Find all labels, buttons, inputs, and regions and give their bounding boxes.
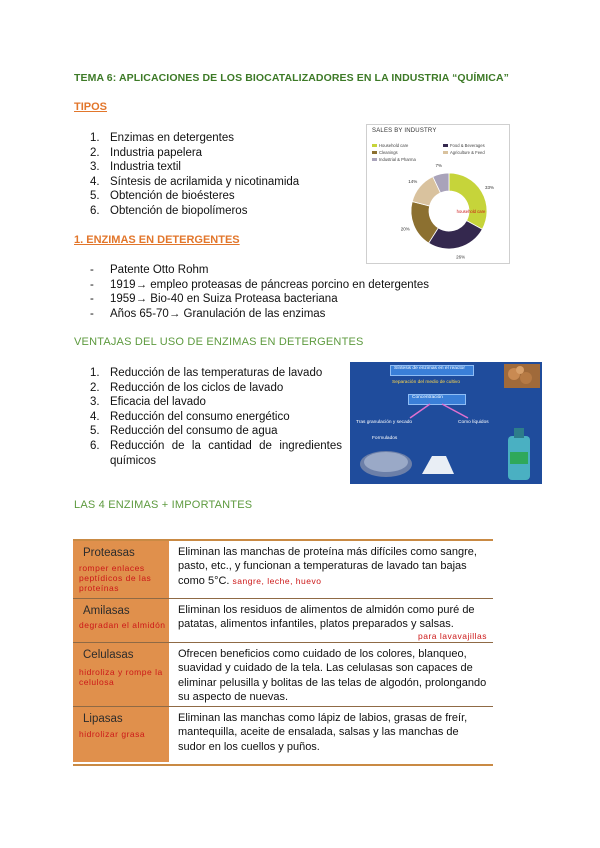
history-list (90, 263, 490, 321)
list-item: 1. Reducción de las temperaturas de lavado (90, 367, 323, 379)
list-item: 2. Industria papelera (90, 146, 203, 159)
tipos-list (90, 131, 350, 219)
legend-item-cleanings: Cleanings (372, 150, 398, 155)
pie-label-0: 33% (484, 185, 494, 191)
list-item: 4. Reducción del consumo energético (90, 410, 290, 423)
list-item: 3. Industria textil (90, 161, 181, 174)
table-row (73, 643, 493, 707)
pie-center-label: household care (456, 209, 486, 214)
handwritten-note: sangre, leche, huevo (232, 575, 322, 586)
enzyme-name: Lipasas (83, 713, 123, 725)
enzyme-note: hidrolizar grasa (79, 729, 146, 739)
list-item: 3. Eficacia del lavado (90, 396, 206, 409)
enzyme-name: Amilasas (83, 605, 130, 617)
list-item: - Patente Otto Rohm (90, 263, 490, 278)
enzymes-table (73, 539, 493, 766)
enzyme-cell (73, 599, 169, 643)
enzyme-description: Ofrecen beneficios como cuidado de los colores, blanqueo, suavidad y cuidado de la tela. Las celulasas son capaces de eliminar pelusilla y bolitas de las telas de algodón, prolongando su aspecto de nuevas. (169, 643, 493, 707)
page-title: TEMA 6: APLICACIONES DE LOS BIOCATALIZADORES EN LA INDUSTRIA “QUÍMICA” (74, 72, 509, 84)
diagram-step-right: Como líquidos (458, 420, 489, 425)
table-row (73, 541, 493, 599)
legend-item-household: Household care (372, 143, 408, 148)
pie-chart-svg (367, 163, 509, 263)
enzyme-note: hidroliza y rompe la celulosa (79, 667, 163, 687)
list-item: - 1919→ empleo proteasas de páncreas porcino en detergentes (90, 278, 490, 293)
enzyme-description: Eliminan los residuos de alimentos de almidón como puré de patatas, alimentos infantiles, platos preparados y salsas. para lavavajillas (169, 599, 493, 643)
list-item: 4. Síntesis de acrilamida y nicotinamida (90, 175, 300, 188)
chart-title: SALES BY INDUSTRY (372, 128, 437, 134)
legend-item-industrial: Industrial & Pharma (372, 157, 416, 162)
diagram-step-3: Concentración (412, 395, 443, 400)
diagram-step-1: Síntesis de enzimas en el reactor (394, 366, 465, 371)
list-item: 6. Obtención de biopolímeros (90, 204, 248, 217)
enzyme-note: romper enlaces peptídicos de las proteínas (79, 563, 152, 593)
enzyme-description: Eliminan las manchas como lápiz de labios, grasas de freír, mantequilla, aceite de ensalada, salsas y las manchas de sudor en los cuellos y puños. (169, 707, 493, 762)
enzyme-cell (73, 707, 169, 762)
legend-item-agriculture: Agriculture & Feed (443, 150, 485, 155)
list-item: 1. Enzimas en detergentes (90, 132, 235, 144)
enzyme-name: Celulasas (83, 649, 134, 661)
enzyme-cell (73, 643, 169, 707)
tipos-heading: TIPOS (74, 101, 108, 113)
enzyme-description: Eliminan las manchas de proteína más difíciles como sangre, pasto, etc., y funcionan a temperaturas de lavado tan bajas como 5°C. sangre, leche, huevo (169, 541, 493, 599)
diagram-graphics (350, 362, 542, 484)
sales-chart (366, 124, 510, 264)
enzyme-cell (73, 541, 169, 599)
production-diagram-image (350, 362, 542, 484)
table-row (73, 599, 493, 643)
diagram-step-left: Tras granulación y secado (356, 420, 413, 425)
diagram-step-bottom: Formulados (372, 436, 398, 441)
list-item: 2. Reducción de los ciclos de lavado (90, 381, 284, 394)
list-item: 5. Obtención de bioésteres (90, 190, 235, 203)
list-item: - 1959→ Bio-40 en Suiza Proteasa bacteriana (90, 292, 490, 307)
pie-label-1: 26% (456, 254, 466, 260)
pie-slice-0 (449, 173, 487, 229)
enzyme-name: Proteasas (83, 547, 135, 559)
ventajas-list (90, 366, 342, 468)
list-item: - Años 65-70→ Granulación de las enzimas (90, 307, 490, 322)
enzimas-heading: 1. ENZIMAS EN DETERGENTES (74, 234, 240, 246)
pie-label-3: 14% (408, 179, 418, 185)
list-item: 5. Reducción del consumo de agua (90, 425, 278, 438)
list-item: 6. Reducción de la cantidad de ingredientes químicos (90, 439, 342, 467)
pie-slice-1 (429, 221, 483, 249)
cuatro-enzimas-heading: LAS 4 ENZIMAS + IMPORTANTES (74, 499, 253, 511)
handwritten-note: para lavavajillas (418, 630, 487, 641)
enzyme-note: degradan el almidón (79, 620, 166, 630)
pie-label-2: 20% (400, 226, 410, 232)
diagram-step-2: Separación del medio de cultivo (392, 380, 460, 385)
table-row (73, 707, 493, 762)
legend-item-food: Food & Beverages (443, 143, 485, 148)
ventajas-heading: VENTAJAS DEL USO DE ENZIMAS EN DETERGENTES (74, 336, 364, 348)
pie-label-4: 7% (435, 163, 443, 169)
